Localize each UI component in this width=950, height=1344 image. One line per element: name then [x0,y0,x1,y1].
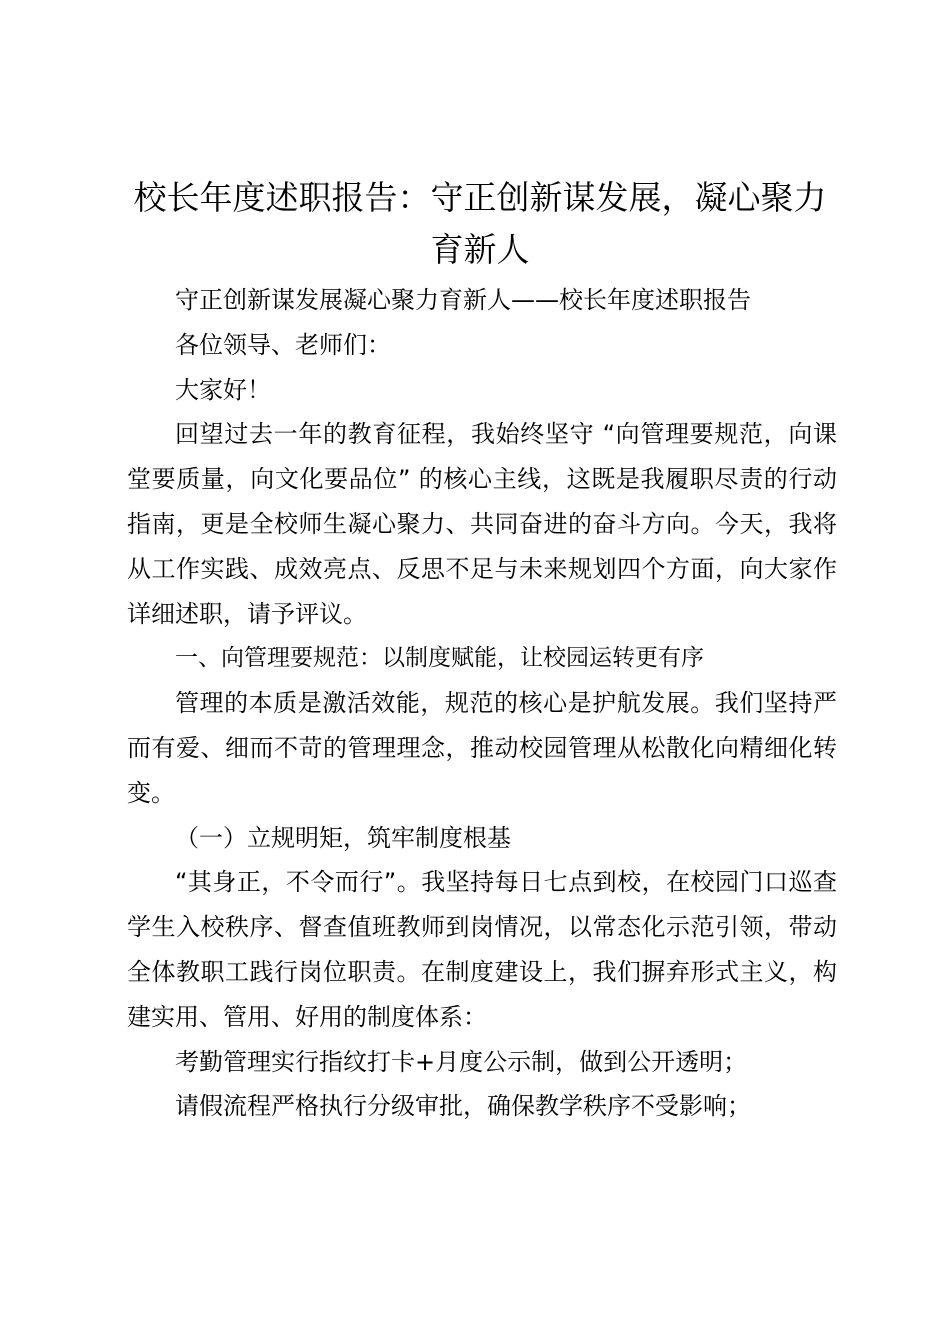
list-item: 请假流程严格执行分级审批，确保教学秩序不受影响； [175,1092,751,1121]
section-heading-1: 一、向管理要规范：以制度赋能，让校园运转更有序 [175,645,704,672]
intro-paragraph: 回望过去一年的教育征程，我始终坚守 “向管理要规范，向课堂要质量，向文化要品位” 的核心主线，这既是我履职尽责的行动指南，更是全校师生凝心聚力、共同奋进的奋斗方向。今天，我将从工作实践、成效亮点、反思不足与未来规划四个方面，向大家作详细述职，请予评议。 [127,420,837,628]
greeting-paragraph: 大家好！ [175,375,271,404]
body-paragraph: “其身正，不令而行”。我坚持每日七点到校，在校园门口巡查学生入校秩序、督查值班教师到岗情况，以常态化示范引领，带动全体教职工践行岗位职责。在制度建设上，我们摒弃形式主义，构建实用、管用、好用的制度体系： [127,868,837,1031]
subtitle-paragraph: 守正创新谋发展凝心聚力育新人——校长年度述职报告 [175,286,751,314]
body-paragraph: 管理的本质是激活效能，规范的核心是护航发展。我们坚持严而有爱、细而不苛的管理理念，推动校园管理从松散化向精细化转变。 [127,689,837,807]
subsection-heading-1: （一）立规明矩，筑牢制度根基 [175,823,511,852]
salutation-paragraph: 各位领导、老师们： [175,330,391,359]
list-item: 考勤管理实行指纹打卡+月度公示制，做到公开透明； [175,1047,748,1076]
document-body [127,278,837,1129]
document-title: 校长年度述职报告：守正创新谋发展，凝心聚力育新人 [133,178,827,269]
